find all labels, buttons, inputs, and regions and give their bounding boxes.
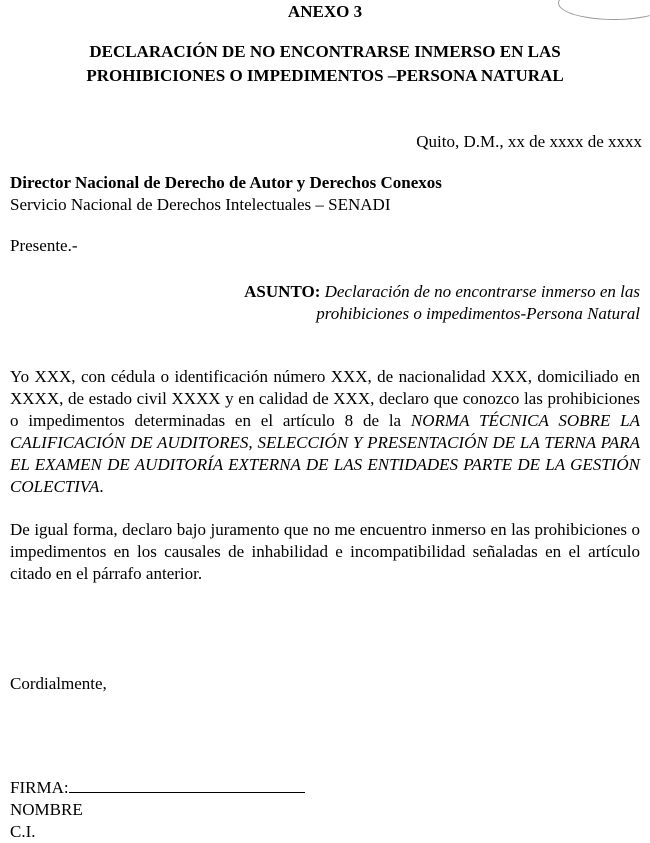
declaration-end: . bbox=[99, 477, 104, 496]
declaration-paragraph bbox=[10, 366, 640, 498]
signature-line bbox=[69, 778, 305, 793]
title-line-2: PROHIBICIONES O IMPEDIMENTOS –PERSONA NATURAL bbox=[86, 66, 564, 85]
firma-label: FIRMA: bbox=[10, 778, 69, 797]
date-line: Quito, D.M., xx de xxxx de xxxx bbox=[416, 132, 642, 151]
norma-title: NORMA TÉCNICA SOBRE LA CALIFICACIÓN DE AUDITORES, SELECCIÓN Y PRESENTACIÓN DE LA TERNA PARA EL EXAMEN DE AUDITORÍA EXTERNA DE LAS ENTIDADES PARTE DE LA GESTIÓN COLECTIVA bbox=[10, 411, 640, 496]
ci-label: C.I. bbox=[10, 822, 36, 841]
nombre-label: NOMBRE bbox=[10, 800, 83, 819]
annex-heading: ANEXO 3 bbox=[287, 2, 363, 21]
closing: Cordialmente, bbox=[10, 674, 107, 693]
title-line-1: DECLARACIÓN DE NO ENCONTRARSE INMERSO EN LAS bbox=[89, 42, 561, 61]
document-title bbox=[0, 40, 650, 88]
subject-text: Declaración de no encontrarse inmerso en las prohibiciones o impedimentos-Persona Natural bbox=[316, 282, 640, 323]
firma-row bbox=[10, 777, 305, 799]
subject-block bbox=[195, 281, 640, 325]
oath-paragraph: De igual forma, declaro bajo juramento que no me encuentro inmerso en las prohibiciones o impedimentos en los causales de inhabilidad e incompatibilidad señaladas en el artículo citado en el párrafo anterior. bbox=[10, 520, 640, 583]
recipient-block bbox=[10, 172, 442, 216]
signature-block bbox=[10, 777, 305, 843]
subject-label: ASUNTO: bbox=[244, 282, 321, 301]
declaration-intro: Yo XXX, con cédula o identificación número XXX, de nacionalidad XXX, domiciliado en XXXX, de estado civil XXXX y en calidad de XXX, declaro que conozco las prohibiciones o impedimentos determinadas en el artículo 8 de la bbox=[10, 367, 640, 430]
recipient-name: Director Nacional de Derecho de Autor y Derechos Conexos bbox=[10, 173, 442, 192]
greeting: Presente.- bbox=[10, 236, 78, 255]
recipient-organization: Servicio Nacional de Derechos Intelectuales – SENADI bbox=[10, 195, 391, 214]
